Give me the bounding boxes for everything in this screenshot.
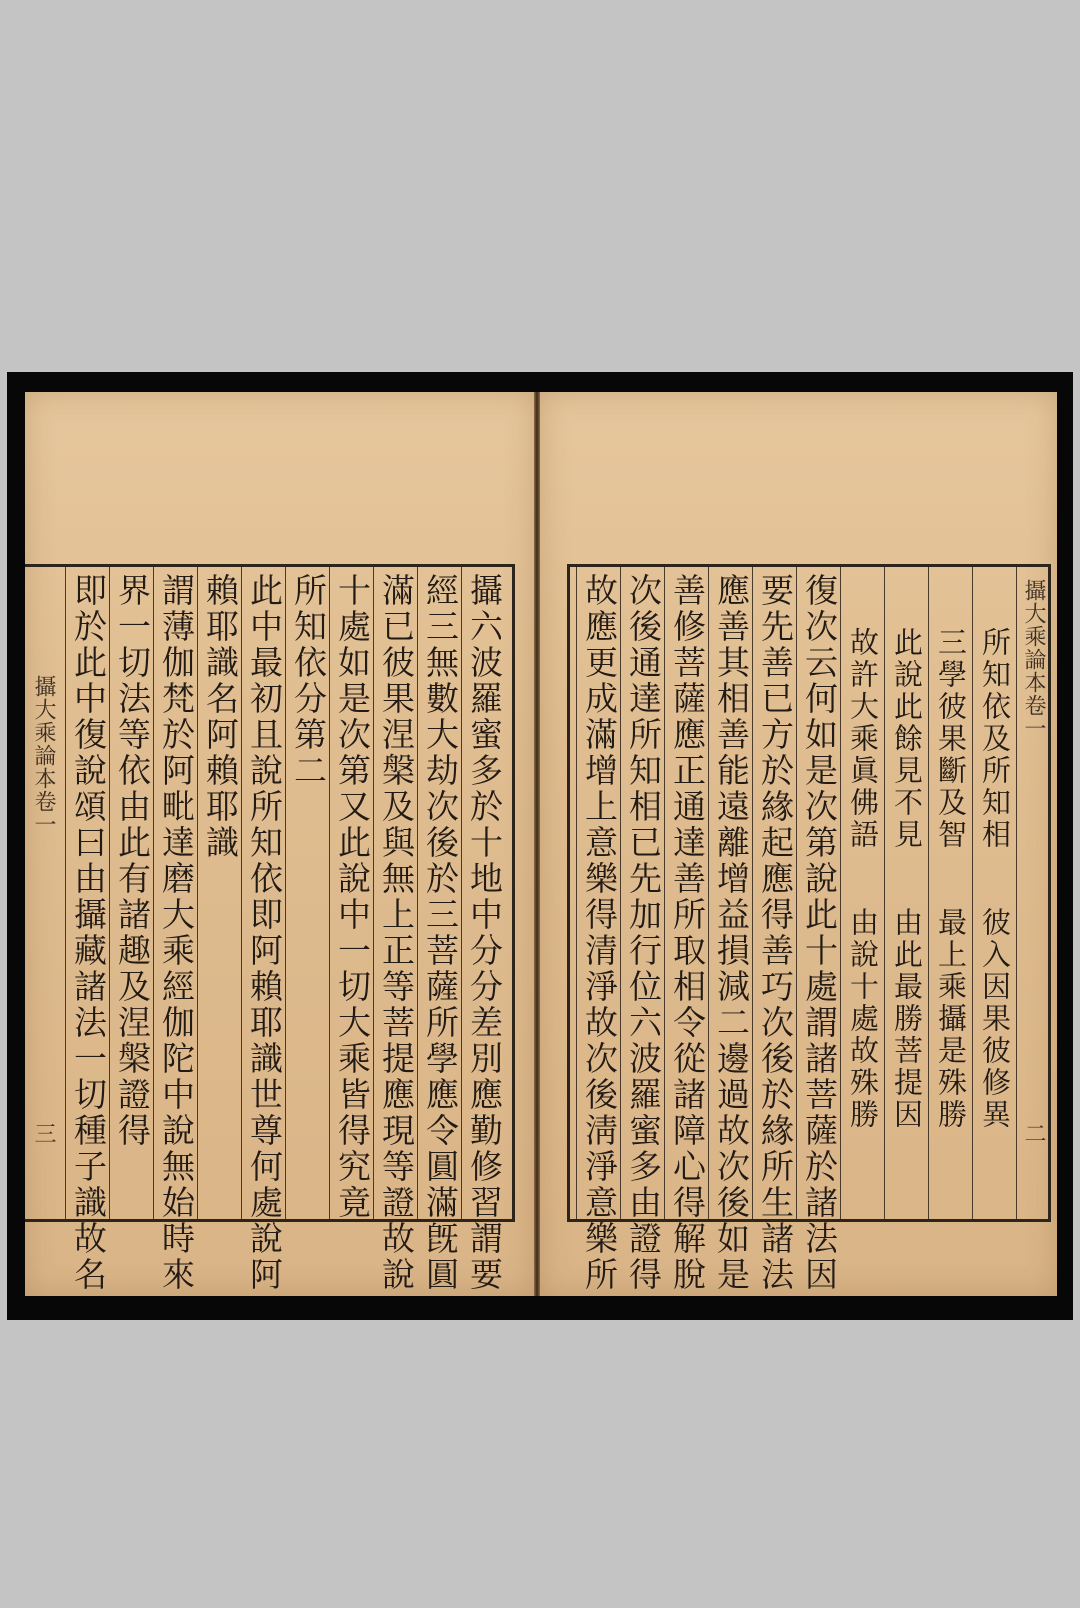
text-column — [329, 567, 374, 1219]
right-text-frame — [567, 564, 1051, 1293]
text-column — [197, 567, 242, 1219]
text-column — [752, 567, 797, 1293]
column-text: 故應更成滿增上意樂得清淨故次後淸淨意樂所 — [580, 573, 619, 1293]
margin-title: 攝大乘論本卷一 — [1021, 579, 1046, 740]
column-text: 滿已彼果涅槃及與無上正等菩提應現等證故說 — [377, 573, 416, 1293]
verse-line: 彼入因果彼修異 — [978, 907, 1012, 1131]
right-page — [540, 392, 1057, 1296]
column-text: 要先善已方於緣起應得善巧次後於緣所生諸法 — [756, 573, 795, 1293]
text-column — [285, 567, 330, 1219]
margin-column — [25, 567, 65, 1219]
column-text: 次後通達所知相已先加行位六波羅蜜多由證得 — [624, 573, 663, 1293]
column-text: 應善其相善能遠離增益損減二邊過故次後如是 — [712, 573, 751, 1293]
margin-column — [1016, 567, 1049, 1219]
text-column — [417, 567, 462, 1293]
left-text-frame — [25, 564, 515, 1293]
folio-number: 三 — [31, 1122, 56, 1145]
folio-number: 二 — [1021, 1122, 1046, 1145]
verse-line: 所知依及所知相 — [978, 627, 1012, 851]
column-text: 經三無數大劫次後於三菩薩所學應令圓滿旣圓 — [421, 573, 460, 1293]
verse-line: 三學彼果斷及智 — [934, 627, 968, 851]
verse-line: 此說此餘見不見 — [890, 627, 924, 851]
verse-column — [928, 567, 973, 1219]
verse-line: 最上乘攝是殊勝 — [934, 907, 968, 1131]
text-column — [708, 567, 753, 1293]
text-column — [109, 567, 154, 1219]
column-text: 即於此中復說頌曰由攝藏諸法一切種子識故名 — [69, 573, 108, 1293]
text-column — [153, 567, 198, 1293]
column-text: 攝六波羅蜜多於十地中分分差別應勤修習謂要 — [465, 573, 504, 1293]
verse-column — [840, 567, 885, 1219]
column-text: 謂薄伽梵於阿毗達磨大乘經伽陀中說無始時來 — [157, 573, 196, 1293]
text-column — [461, 567, 506, 1293]
column-text: 善修菩薩應正通達善所取相令從諸障心得解脫 — [668, 573, 707, 1293]
text-column — [796, 567, 841, 1293]
verse-column — [884, 567, 929, 1219]
verse-column — [972, 567, 1017, 1219]
text-column — [373, 567, 418, 1293]
column-text: 十處如是次第又此說中一切大乘皆得究竟 — [333, 573, 372, 1221]
verse-line: 由此最勝菩提因 — [890, 907, 924, 1131]
section-heading: 所知依分第二 — [289, 573, 328, 789]
text-column — [65, 567, 110, 1293]
column-text: 此中最初且說所知依即阿賴耶識世尊何處說阿 — [245, 573, 284, 1293]
column-text: 賴耶識名阿賴耶識 — [201, 573, 240, 861]
column-text: 復次云何如是次第說此十處謂諸菩薩於諸法因 — [800, 573, 839, 1293]
text-column — [576, 567, 621, 1293]
text-column — [241, 567, 286, 1293]
column-text: 界一切法等依由此有諸趣及涅槃證得 — [113, 573, 152, 1149]
verse-line: 故許大乘眞佛語 — [846, 627, 880, 851]
left-page — [25, 392, 535, 1296]
text-column — [620, 567, 665, 1293]
text-column — [664, 567, 709, 1293]
margin-title: 攝大乘論本卷一 — [31, 675, 56, 836]
verse-line: 由說十處故殊勝 — [846, 907, 880, 1131]
book-scan — [7, 372, 1073, 1320]
